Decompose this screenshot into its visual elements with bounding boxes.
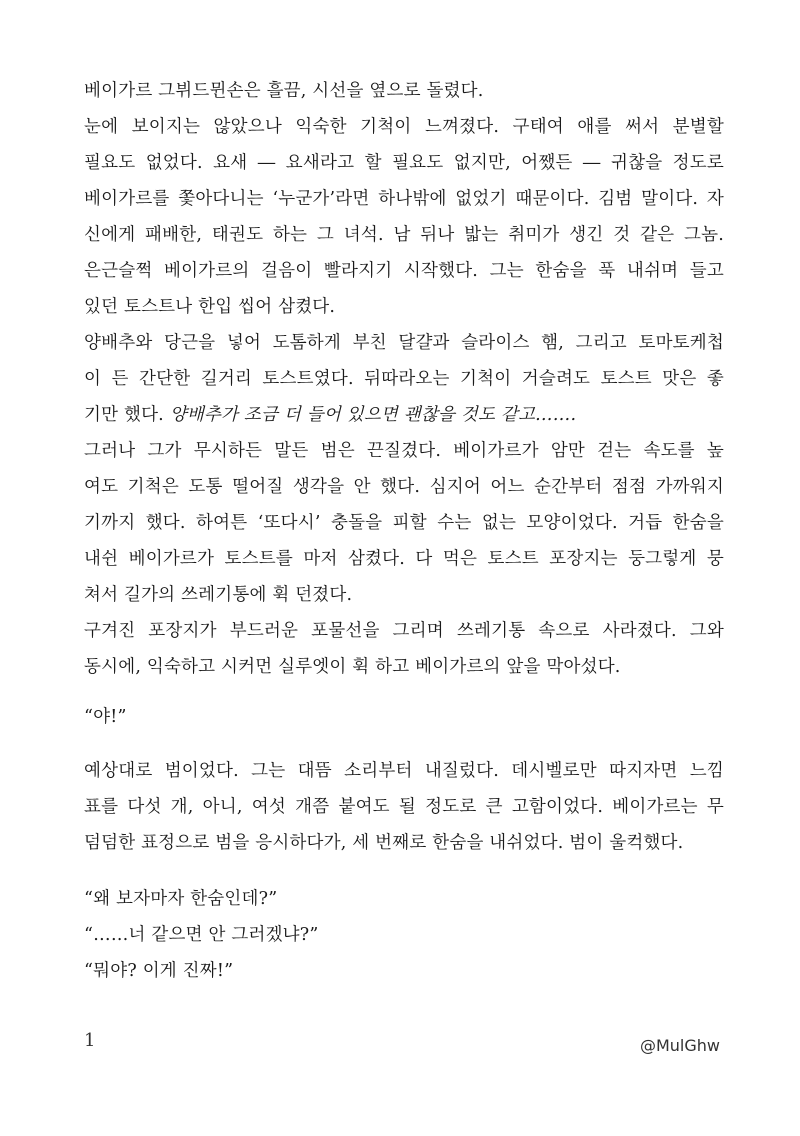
dialogue-line: “뭐야? 이게 진짜!” bbox=[84, 961, 234, 981]
text-line: 그러나 그가 무시하든 말든 범은 끈질겼다. 베이가르가 암만 걷는 속도를 높 bbox=[84, 441, 724, 461]
text-line: 베이가르 그뷔드뮌손은 흘끔, 시선을 옆으로 돌렸다. bbox=[84, 81, 484, 101]
text-segment: 기만 했다. bbox=[84, 405, 170, 425]
text-line: 신에게 패배한, 태권도 하는 그 녀석. 남 뒤나 밟는 취미가 생긴 것 같은 그놈. bbox=[84, 225, 724, 245]
text-line: 이 든 간단한 길거리 토스트였다. 뒤따라오는 기척이 거슬려도 토스트 맛은 좋 bbox=[84, 369, 724, 389]
text-line: 구겨진 포장지가 부드러운 포물선을 그리며 쓰레기통 속으로 사라졌다. 그와 bbox=[84, 621, 724, 641]
text-line: 양배추와 당근을 넣어 도톰하게 부친 달걀과 슬라이스 햄, 그리고 토마토케첩 bbox=[84, 333, 724, 353]
text-line bbox=[84, 398, 724, 432]
author-handle: @MulGhw bbox=[639, 1036, 720, 1055]
text-line: 덤덤한 표정으로 범을 응시하다가, 세 번째로 한숨을 내쉬었다. 범이 울컥했다. bbox=[84, 833, 684, 853]
text-line: 동시에, 익숙하고 시커먼 실루엣이 휙 하고 베이가르의 앞을 막아섰다. bbox=[84, 657, 621, 677]
text-line: 내쉰 베이가르가 토스트를 마저 삼켰다. 다 먹은 토스트 포장지는 둥그렇게 뭉 bbox=[84, 549, 724, 569]
text-line: 여도 기척은 도통 떨어질 생각을 안 했다. 심지어 어느 순간부터 점점 가까워지 bbox=[84, 477, 724, 497]
dialogue-line: “야!” bbox=[84, 707, 127, 727]
text-line: 눈에 보이지는 않았으나 익숙한 기척이 느껴졌다. 구태여 애를 써서 분별할 bbox=[84, 117, 724, 137]
dialogue-line: “……너 같으면 안 그러겠냐?” bbox=[84, 925, 319, 945]
text-line: 있던 토스트나 한입 씹어 삼켰다. bbox=[84, 297, 336, 317]
italic-thought: 양배추가 조금 더 들어 있으면 괜찮을 것도 같고……. bbox=[169, 405, 577, 425]
text-line: 필요도 없었다. 요새 ― 요새라고 할 필요도 없지만, 어쨌든 ― 귀찮을 정도로 bbox=[84, 153, 724, 173]
text-line: 베이가르를 쫓아다니는 ‘누군가’라면 하나밖에 없었기 때문이다. 김범 말이다. 자 bbox=[84, 189, 724, 209]
text-line: 은근슬쩍 베이가르의 걸음이 빨라지기 시작했다. 그는 한숨을 푹 내쉬며 들고 bbox=[84, 261, 724, 281]
text-line: 쳐서 길가의 쓰레기통에 휙 던졌다. bbox=[84, 585, 353, 605]
text-line: 표를 다섯 개, 아니, 여섯 개쯤 붙여도 될 정도로 큰 고함이었다. 베이가르는 무 bbox=[84, 797, 724, 817]
text-line: 예상대로 범이었다. 그는 대뜸 소리부터 내질렀다. 데시벨로만 따지자면 느낌 bbox=[84, 761, 724, 781]
dialogue-line: “왜 보자마자 한숨인데?” bbox=[84, 889, 278, 909]
text-line: 기까지 했다. 하여튼 ‘또다시’ 충돌을 피할 수는 없는 모양이었다. 거듭 한숨을 bbox=[84, 513, 724, 533]
page-number: 1 bbox=[84, 1030, 96, 1051]
